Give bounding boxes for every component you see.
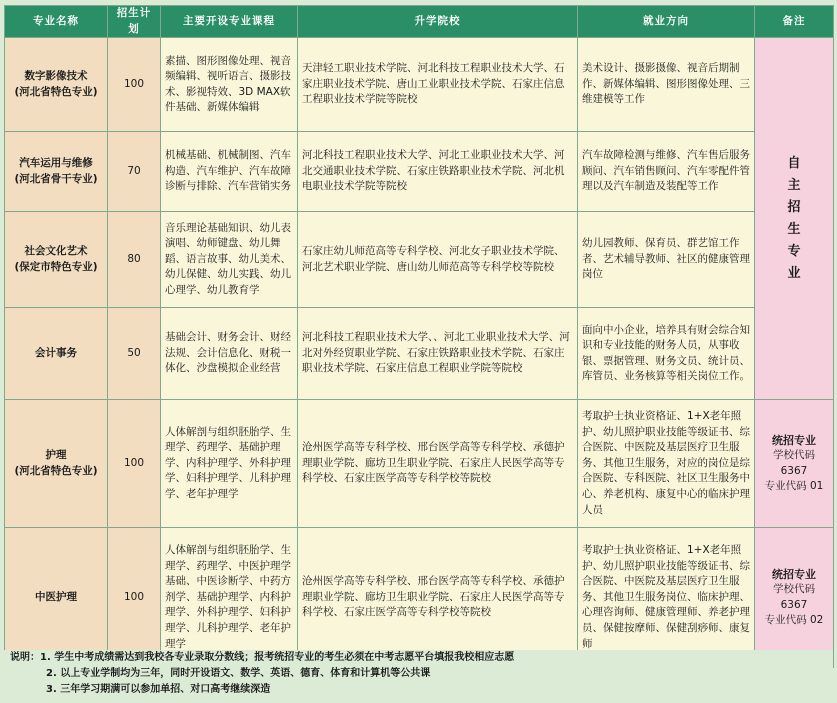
table-row: [5, 400, 834, 528]
self-enroll-note: [755, 38, 834, 400]
self-enroll-text: 自主招生专业: [787, 155, 801, 281]
header-schools: 升学院校: [298, 6, 578, 38]
table-row: [5, 132, 834, 212]
major-name: 护理: [45, 449, 67, 462]
header-courses: 主要开设专业课程: [161, 6, 298, 38]
unified-nursing-note: [755, 400, 834, 528]
major-name: 汽车运用与维修: [19, 157, 93, 170]
header-career: 就业方向: [578, 6, 755, 38]
courses-cell: 人体解剖与组织胚胎学、生理学、药理学、中医护理学基础、中医诊断学、中药方剂学、基础护理学、内科护理学、外科护理学、妇科护理学、儿科护理学、老年护理学: [161, 528, 298, 668]
major-name: 社会文化艺术: [24, 245, 88, 258]
major-name: 中医护理: [35, 590, 77, 603]
major-name-cell: [5, 132, 108, 212]
plan-cell: 50: [108, 308, 161, 400]
major-name-cell: [5, 212, 108, 308]
table-row: [5, 528, 834, 668]
plan-cell: 70: [108, 132, 161, 212]
career-cell: 考取护士执业资格证、1+X老年照护、幼儿照护职业技能等级证书、综合医院、中医院及基层医疗卫生服务、其他卫生服务，对应的岗位是综合医院、专科医院、社区卫生服务中心、养老机构、康复中心的临床护理人员: [578, 400, 755, 528]
plan-cell: 80: [108, 212, 161, 308]
career-cell: 汽车故障检测与维修、汽车售后服务顾问、汽车销售顾问、汽车零配件管理以及汽车制造及装配等工作: [578, 132, 755, 212]
courses-cell: 音乐理论基础知识、幼儿表演唱、幼师键盘、幼儿舞蹈、语言故事、幼儿美术、幼儿保健、幼儿实践、幼儿心理学、幼儿教育学: [161, 212, 298, 308]
schools-cell: 天津轻工职业技术学院、河北科技工程职业技术大学、石家庄职业技术学院、唐山工业职业技术学院、石家庄信息工程职业技术学院等院校: [298, 38, 578, 132]
schools-cell: 河北科技工程职业技术大学、河北工业职业技术大学、河北交通职业技术学院、石家庄铁路职业技术学院、河北机电职业技术学院等院校: [298, 132, 578, 212]
major-name: 会计事务: [35, 346, 77, 359]
plan-cell: 100: [108, 38, 161, 132]
plan-cell: 100: [108, 400, 161, 528]
major-name-cell: [5, 528, 108, 668]
career-cell: 面向中小企业，培养具有财会综合知识和专业技能的财务人员，从事收银、票据管理、财务文员、统计员、库管员、业务核算等相关岗位工作。: [578, 308, 755, 400]
schools-cell: 石家庄幼儿师范高等专科学校、河北女子职业技术学院、河北艺术职业学院、唐山幼儿师范高等专科学校等院校: [298, 212, 578, 308]
unified-tcm-note: [755, 528, 834, 668]
schools-cell: 河北科技工程职业技术大学、、河北工业职业技术大学、河北对外经贸职业学院、石家庄铁路职业技术学院、石家庄职业技术学院、石家庄信息工程职业学院等院校: [298, 308, 578, 400]
major-name-cell: [5, 38, 108, 132]
courses-cell: 素描、图形图像处理、视音频编辑、视听语言、摄影技术、影视特效、3D MAX软件基础、新媒体编辑: [161, 38, 298, 132]
major-name-sub: (河北省特色专业): [14, 85, 98, 98]
header-plan: 招生计划: [108, 6, 161, 38]
major-table: [4, 5, 834, 668]
major-name-sub: (河北省特色专业): [14, 464, 98, 477]
school-code: 学校代码 6367: [773, 449, 815, 477]
major-code: 专业代码 01: [764, 480, 824, 493]
footer-notes: [4, 650, 833, 702]
unified-title: 统招专业: [772, 567, 816, 581]
major-code: 专业代码 02: [764, 614, 824, 627]
major-name-sub: (河北省骨干专业): [14, 172, 98, 185]
table-header-row: [5, 6, 834, 38]
schools-cell: 沧州医学高等专科学校、邢台医学高等专科学校、承德护理职业学院、廊坊卫生职业学院、石家庄人民医学高等专科学校、石家庄医学高等专科学校等院校: [298, 528, 578, 668]
plan-cell: 100: [108, 528, 161, 668]
major-name-sub: (保定市特色专业): [14, 260, 98, 273]
major-name: 数字影像技术: [24, 70, 88, 83]
unified-title: 统招专业: [772, 433, 816, 447]
header-major-name: 专业名称: [5, 6, 108, 38]
courses-cell: 机械基础、机械制图、汽车构造、汽车维护、汽车故障诊断与排除、汽车营销实务: [161, 132, 298, 212]
schools-cell: 沧州医学高等专科学校、邢台医学高等专科学校、承德护理职业学院、廊坊卫生职业学院、石家庄人民医学高等专科学校、石家庄医学高等专科学校等院校: [298, 400, 578, 528]
table-row: [5, 212, 834, 308]
table-row: [5, 308, 834, 400]
major-name-cell: [5, 400, 108, 528]
career-cell: 考取护士执业资格证、1+X老年照护、幼儿照护职业技能等级证书、综合医院、中医院及基层医疗卫生服务、其他卫生服务岗位、临床护理、心理咨询师、健康管理师、养老护理员、保健按摩师、保健刮痧师、康复师: [578, 528, 755, 668]
career-cell: 幼儿园教师、保育员、群艺馆工作者、艺术辅导教师、社区的健康管理岗位: [578, 212, 755, 308]
career-cell: 美术设计、摄影摄像、视音后期制作、新媒体编辑、图形图像处理、三维建模等工作: [578, 38, 755, 132]
courses-cell: 基础会计、财务会计、财经法规、会计信息化、财税一体化、沙盘模拟企业经营: [161, 308, 298, 400]
courses-cell: 人体解剖与组织胚胎学、生理学、药理学、基础护理学、内科护理学、外科护理学、妇科护理学、儿科护理学、老年护理学: [161, 400, 298, 528]
footer-note-1: 说明：1. 学生中考成绩需达到我校各专业录取分数线；报考统招专业的考生必须在中考志愿平台填报我校相应志愿: [10, 652, 515, 663]
table-row: [5, 38, 834, 132]
header-notes: 备注: [755, 6, 834, 38]
major-name-cell: [5, 308, 108, 400]
school-code: 学校代码 6367: [773, 583, 815, 611]
footer-note-2: 2. 以上专业学制均为三年，同时开设语文、数学、英语、德育、体育和计算机等公共课: [46, 668, 431, 679]
footer-note-3: 3. 三年学习期满可以参加单招、对口高考继续深造: [46, 684, 271, 695]
